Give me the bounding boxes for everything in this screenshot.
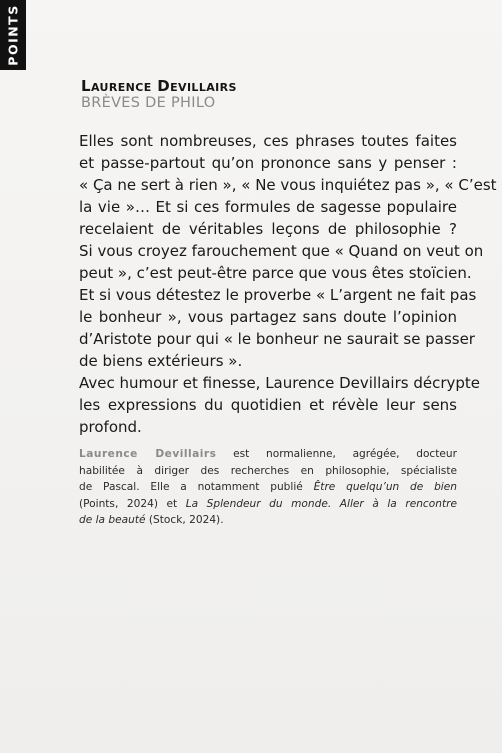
blurb-line: « Ça ne sert à rien », « Ne vous inquiétez pas », « C’est <box>79 176 497 194</box>
bio-text: est normalienne, agrégée, docteur <box>216 448 458 460</box>
blurb-line: Et si vous détestez le proverbe « L’argent ne fait pas <box>79 286 477 304</box>
blurb-line: Si vous croyez farouchement que « Quand on veut on <box>79 242 484 260</box>
bio-text: (Stock, 2024). <box>145 514 224 526</box>
bio-book-title: La Splendeur du monde. Aller à la rencontre <box>185 497 457 510</box>
author-name: Laurence Devillairs <box>81 77 237 95</box>
book-title: BRÈVES DE PHILO <box>81 95 216 111</box>
bio-line <box>79 479 457 496</box>
blurb-line: de biens extérieurs ». <box>79 352 243 370</box>
blurb-line: recelaient de véritables leçons de philosophie ? <box>79 220 457 238</box>
bio-line <box>79 496 457 513</box>
blurb-line: le bonheur », vous partagez sans doute l’opinion <box>79 308 457 326</box>
edge-print-mark <box>494 655 500 717</box>
bio-line <box>79 512 457 529</box>
publisher-name: POINTS <box>5 4 21 66</box>
bio-text: de Pascal. Elle a notamment publié <box>79 481 314 493</box>
blurb-line: peut », c’est peut-être parce que vous êtes stoïcien. <box>79 264 472 282</box>
bio-line: habilitée à diriger des recherches en philosophie, spécialiste <box>79 464 457 477</box>
blurb-line: et passe-partout qu’on prononce sans y penser : <box>79 154 457 172</box>
publisher-logo-tab <box>0 0 26 70</box>
blurb-line: d’Aristote pour qui « le bonheur ne saurait se passer <box>79 330 475 348</box>
blurb-line: profond. <box>79 418 142 436</box>
blurb-line: Avec humour et finesse, Laurence Devillairs décrypte <box>79 374 481 392</box>
bio-author-name: Laurence Devillairs <box>79 448 217 460</box>
author-bio <box>79 446 457 529</box>
blurb-line: la vie »… Et si ces formules de sagesse populaire <box>79 198 457 216</box>
bio-text: (Points, 2024) et <box>79 497 186 510</box>
blurb-text <box>79 130 497 438</box>
blurb-line: les expressions du quotidien et révèle leur sens <box>79 396 457 414</box>
bio-line <box>79 446 457 463</box>
bio-book-title: de la beauté <box>79 514 146 526</box>
blurb-line: Elles sont nombreuses, ces phrases toutes faites <box>79 132 457 150</box>
bio-book-title: Être quelqu’un de bien <box>313 481 457 493</box>
